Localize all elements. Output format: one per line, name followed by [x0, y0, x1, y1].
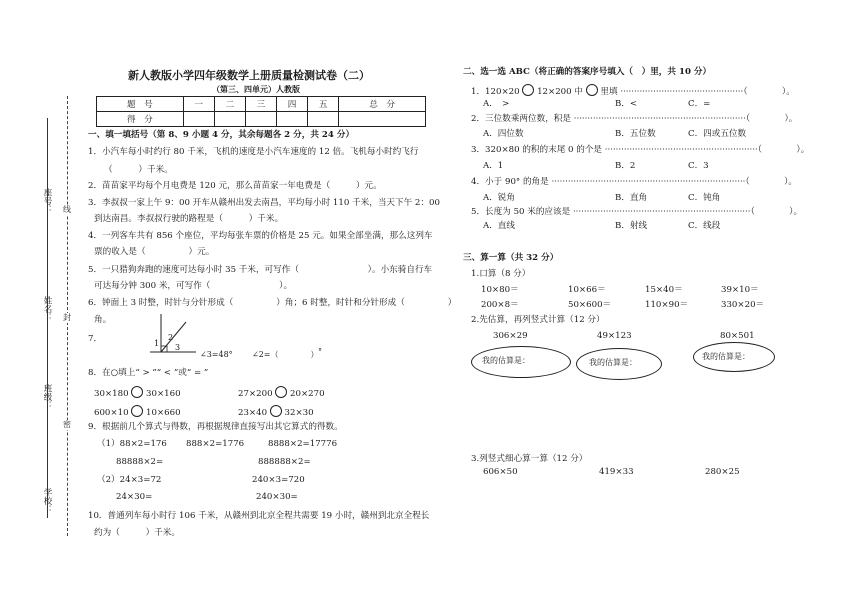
score-row-label: 得 分 — [97, 112, 184, 127]
compare-circle[interactable] — [522, 84, 534, 96]
q7-given: ∠3=48° — [200, 350, 233, 359]
score-header-cell: 二 — [214, 97, 245, 112]
q4-line2: 票的收入是（ ）元。 — [94, 247, 215, 257]
score-cell[interactable] — [277, 112, 308, 127]
compare-circle[interactable] — [270, 405, 282, 417]
oral-item: 39×10＝ — [721, 285, 759, 295]
choice-option: C．钝角 — [688, 193, 721, 203]
oral-item: 110×90＝ — [645, 300, 689, 310]
score-cell[interactable] — [214, 112, 245, 127]
choice-q1 — [471, 84, 795, 98]
choice-q5: 5．长度为 50 米的应该是 ·································································（ ）。 — [471, 207, 803, 217]
cut-mark-3: 密 — [63, 420, 71, 429]
score-header-cell: 三 — [245, 97, 276, 112]
q10-line2: 约为（ ）千米。 — [94, 528, 180, 538]
section2-heading: 二、选一选 ABC（将正确的答案序号填入（ ）里，共 10 分） — [463, 67, 712, 77]
score-header-cell: 题 号 — [97, 97, 184, 112]
seatno-label: 座号： — [42, 188, 52, 214]
q7-degree-mark: ° — [318, 347, 322, 356]
q8-right: 32×30 — [284, 408, 314, 418]
choice-q1-mid: 12×200 中 — [537, 87, 583, 97]
page-subtitle: （第三、四单元）人教版 — [212, 84, 300, 94]
q5-line1: 5．一只猎狗奔跑的速度可达每小时 35 千米，可写作（ ）。小东骑自行车 — [88, 265, 433, 275]
oral-item: 330×20＝ — [721, 300, 765, 310]
oral-item: 15×40＝ — [645, 285, 683, 295]
score-cell[interactable] — [339, 112, 426, 127]
choice-option: C．3 — [688, 161, 709, 171]
score-table-header — [97, 97, 426, 112]
name-label: 姓名： — [42, 296, 52, 322]
q8-left: 600×10 — [94, 408, 129, 418]
choice-q3: 3．320×80 的积的末尾 0 的个是 ························································（ ）。 — [471, 145, 810, 155]
q5-line2: 可达每分钟 300 米，可写作（ ）。 — [94, 281, 293, 291]
q8-left: 30×180 — [94, 389, 129, 399]
choice-option: A．四位数 — [483, 129, 524, 139]
choice-option: C．四或五位数 — [688, 129, 747, 139]
choice-q1-tail: 里填 ·············································（ ）。 — [600, 87, 795, 97]
vertical-problem: 280×25 — [705, 467, 740, 477]
angle-label-3: 3 — [175, 343, 181, 352]
score-cell[interactable] — [245, 112, 276, 127]
oral-title: 1.口算（8 分） — [471, 269, 531, 279]
vertical-problem: 419×33 — [599, 467, 634, 477]
score-table-row — [97, 112, 426, 127]
q9-blank: 240×30= — [256, 492, 298, 502]
q4-line1: 4．一列客车共有 856 个座位，平均每张车票的价格是 25 元。如果全部坐满，那么这列车 — [88, 231, 433, 241]
estimate-label: 我的估算是： — [589, 358, 637, 367]
estimate-label: 我的估算是： — [482, 356, 530, 365]
section3-heading: 三、算一算（共 32 分） — [463, 253, 559, 263]
score-cell[interactable] — [183, 112, 214, 127]
q8-left: 27×200 — [238, 389, 273, 399]
oral-item: 50×600＝ — [568, 300, 612, 310]
q8-right: 20×270 — [290, 389, 325, 399]
school-label: 学校： — [42, 488, 52, 514]
q8-left: 23×40 — [238, 408, 268, 418]
q9-eq: 8888×2=17776 — [268, 439, 338, 449]
q9-eq: （2）24×3=72 — [97, 475, 162, 485]
q3-line2: 到达南昌。李叔叔行驶的路程是（ ）千米。 — [94, 214, 284, 224]
q7-number: 7． — [88, 334, 103, 344]
q8-item — [94, 386, 181, 400]
score-cell[interactable] — [308, 112, 339, 127]
estimate-problem: 306×29 — [493, 331, 528, 341]
score-header-cell: 总 分 — [339, 97, 426, 112]
compare-circle[interactable] — [586, 84, 598, 96]
q8: 8．在○填上“ > ”“ < ”或“ = ” — [88, 368, 209, 378]
vertical-problem: 606×50 — [483, 467, 518, 477]
q9-blank: 88888×2= — [116, 457, 164, 467]
compare-circle[interactable] — [131, 405, 143, 417]
q8-right: 10×660 — [146, 408, 181, 418]
q8-item — [94, 405, 181, 419]
oral-item: 200×8＝ — [481, 300, 519, 310]
choice-option: C．= — [688, 99, 711, 109]
q10-line1: 10．普通列车每小时行 106 千米，从赣州到北京全程共需要 19 小时，赣州到北京全程长 — [88, 511, 430, 521]
estimate-label: 我的估算是： — [702, 352, 750, 361]
q2: 2．苗苗家平均每个月电费是 120 元，那么苗苗家一年电费是（ ）元。 — [88, 181, 382, 191]
score-header-cell: 五 — [308, 97, 339, 112]
choice-option: B．< — [615, 99, 638, 109]
q9-eq: 888×2=1776 — [186, 439, 245, 449]
choice-q4: 4．小于 90° 的角是 ·······································································（ ）。 — [471, 177, 797, 187]
oral-item: 10×66＝ — [568, 285, 606, 295]
choice-option: B．2 — [615, 161, 636, 171]
q3-line1: 3．李叔叔一家上午 9：00 开车从赣州出发去南昌，平均每小时 110 千米，当天下午 2：00 — [88, 198, 440, 208]
q6-line1: 6．钟面上 3 时整，时针与分针形成（ ）角；6 时整，时针和分针形成（ ） — [88, 298, 457, 308]
estimate-problem: 80×501 — [720, 331, 755, 341]
score-table — [96, 96, 426, 127]
angle-label-1: 1 — [154, 339, 160, 348]
q8-right: 30×160 — [146, 389, 181, 399]
choice-option: A．锐角 — [483, 193, 515, 203]
page-title: 新人教版小学四年级数学上册质量检测试卷（二） — [128, 69, 370, 82]
q9-eq: （1）88×2=176 — [97, 439, 167, 449]
q1-line1: 1．小汽车每小时约行 80 千米，飞机的速度是小汽车速度的 12 倍。飞机每小时约飞行 — [88, 147, 419, 157]
q7-ask: ∠2=（ ） — [252, 350, 319, 359]
q1-line2: （ ）千米。 — [104, 165, 173, 175]
q9: 9．根据前几个算式与得数，再根据规律直接写出其它算式的得数。 — [88, 422, 343, 432]
choice-option: A．1 — [483, 161, 504, 171]
section1-heading: 一、填一填括号（第 8、9 小题 4 分，其余每题各 2 分，共 24 分） — [88, 130, 355, 140]
score-header-cell: 四 — [277, 97, 308, 112]
name-line — [47, 118, 48, 518]
q9-blank: 888888×2= — [258, 457, 311, 467]
choice-q2: 2．三位数乘两位数，积是 ·······························································（ ）。 — [471, 114, 798, 124]
q8-item — [238, 405, 314, 419]
choice-option: B．射线 — [615, 221, 648, 231]
q6-line2: 角。 — [94, 315, 112, 325]
compare-circle[interactable] — [131, 386, 143, 398]
choice-option: A． > — [483, 99, 510, 109]
choice-option: B．五位数 — [615, 129, 656, 139]
class-label: 班级： — [42, 384, 52, 410]
score-header-cell: 一 — [183, 97, 214, 112]
estimate-title: 2.先估算，再列竖式计算（12 分） — [471, 315, 605, 325]
q8-item — [238, 386, 325, 400]
cut-mark-1: 线 — [63, 205, 71, 214]
oral-item: 10×80＝ — [481, 285, 519, 295]
vertical-title: 3.列竖式细心算一算（12 分） — [471, 454, 588, 464]
q9-eq: 240×3=720 — [252, 475, 305, 485]
cut-mark-2: 封 — [63, 313, 71, 322]
estimate-problem: 49×123 — [597, 331, 632, 341]
choice-option: B．直角 — [615, 193, 648, 203]
choice-q1-left: 1．120×20 — [471, 87, 520, 97]
choice-option: A．直线 — [483, 221, 515, 231]
angle-label-2: 2 — [168, 333, 174, 342]
compare-circle[interactable] — [275, 386, 287, 398]
choice-option: C．线段 — [688, 221, 721, 231]
q9-blank: 24×30= — [116, 492, 153, 502]
